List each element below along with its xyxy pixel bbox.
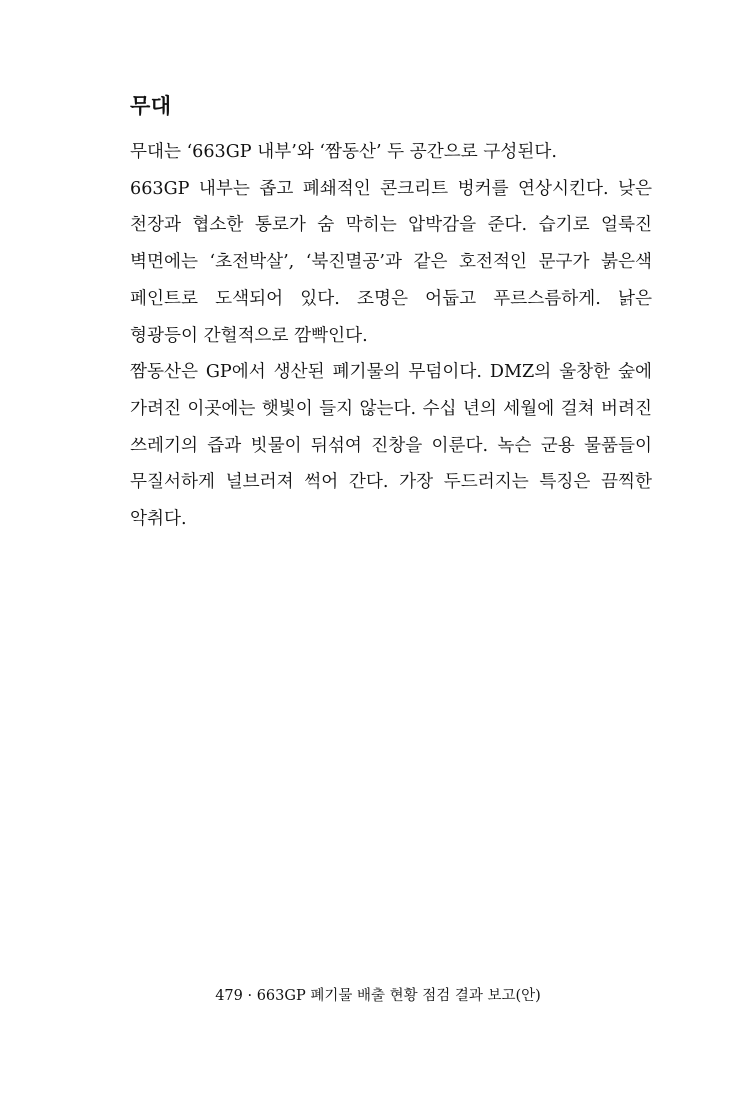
body-text [130,134,652,538]
footer-separator: · [247,988,253,1004]
section-heading: 무대 [130,94,172,118]
page-footer [0,984,756,1008]
paragraph-gp-interior: 663GP 내부는 좁고 폐쇄적인 콘크리트 벙커를 연상시킨다. 낮은 천장과 협소한 통로가 숨 막히는 압박감을 준다. 습기로 얼룩진 벽면에는 ‘초전박살’, ‘북진멸공’과 같은 호전적인 문구가 붉은색 페인트로 도색되어 있다. 조명은 어둡고 푸르스름하게. 낡은 형광등이 간헐적으로 깜빡인다. [130,178,652,346]
page-number: 479 [215,988,243,1004]
running-title: 663GP 폐기물 배출 현황 점검 결과 보고(안) [256,988,541,1004]
paragraph-jjam-dongsan: 짬동산은 GP에서 생산된 폐기물의 무덤이다. DMZ의 울창한 숲에 가려진 이곳에는 햇빛이 들지 않는다. 수십 년의 세월에 걸쳐 버려진 쓰레기의 즙과 빗물이 뒤섞여 진창을 이룬다. 녹슨 군용 물품들이 무질서하게 널브러져 썩어 간다. 가장 두드러지는 특징은 끔찍한 악취다. [130,362,652,530]
paragraph-intro: 무대는 ‘663GP 내부’와 ‘짬동산’ 두 공간으로 구성된다. [130,142,557,162]
